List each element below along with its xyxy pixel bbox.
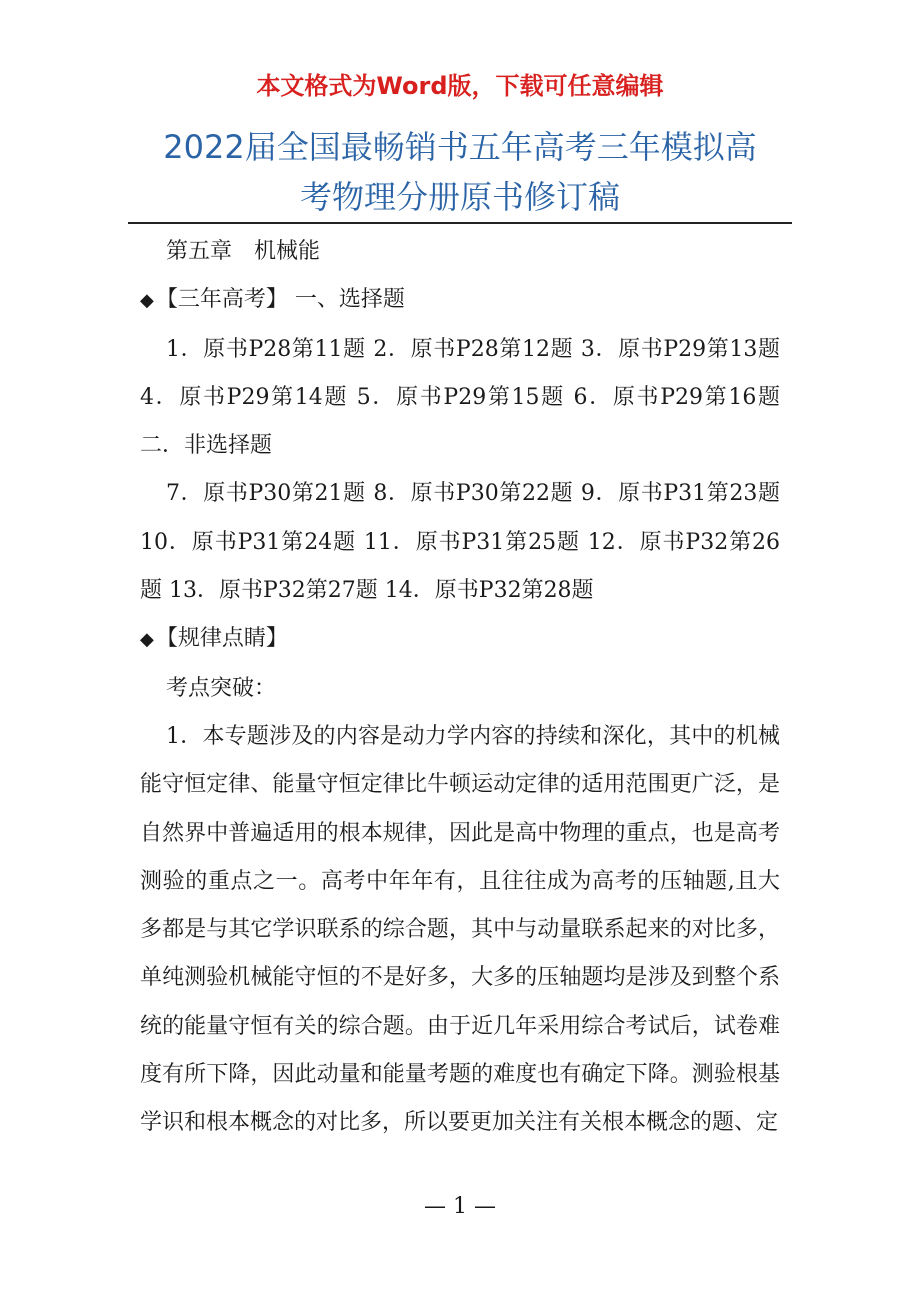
section-heading-text: 【三年高考】 一、选择题 [155,287,405,313]
page-number: — 1 — [424,1194,496,1219]
subheading-key-points: 考点突破： [166,675,277,701]
diamond-bullet-icon: ◆ [140,629,154,651]
section-heading-three-year [140,276,780,325]
nonchoice-question-list: 7．原书P30第21题 8．原书P30第22题 9．原书P31第23题 10．原书P31第24题 11．原书P31第25题 12．原书P32第26题 13．原书P32第27题 14．原书P32第28题 [140,481,780,604]
document-title [100,122,820,222]
document-body [140,228,780,1148]
title-divider [128,222,792,224]
format-notice: 本文格式为Word版，下载可任意编辑 [256,72,664,100]
paragraph-main: 1．本专题涉及的内容是动力学内容的持续和深化，其中的机械能守恒定律、能量守恒定律比牛顿运动定律的适用范围更广泛，是自然界中普遍适用的根本规律，因此是高中物理的重点，也是高考测验的重点之一。高考中年年有，且往往成为高考的压轴题,且大多都是与其它学识联系的综合题，其中与动量联系起来的对比多，单纯测验机械能守恒的不是好多，大多的压轴题均是涉及到整个系统的能量守恒有关的综合题。由于近几年采用综合考试后，试卷难度有所下降，因此动量和能量考题的难度也有确定下降。测验根基学识和根本概念的对比多，所以要更加关注有关根本概念的题、定 [140,723,780,1136]
choice-question-list: 1．原书P28第11题 2．原书P28第12题 3．原书P29第13题 4．原书P29第14题 5．原书P29第15题 6．原书P29第16题 二．非选择题 [140,336,780,459]
section-heading-text: 【规律点睛】 [155,626,288,652]
title-line-2: 考物理分册原书修订稿 [299,178,620,216]
chapter-heading: 第五章 机械能 [166,239,321,264]
section-heading-rules [140,615,780,664]
title-line-1: 2022届全国最畅销书五年高考三年模拟高 [163,128,757,166]
diamond-bullet-icon: ◆ [140,290,154,312]
